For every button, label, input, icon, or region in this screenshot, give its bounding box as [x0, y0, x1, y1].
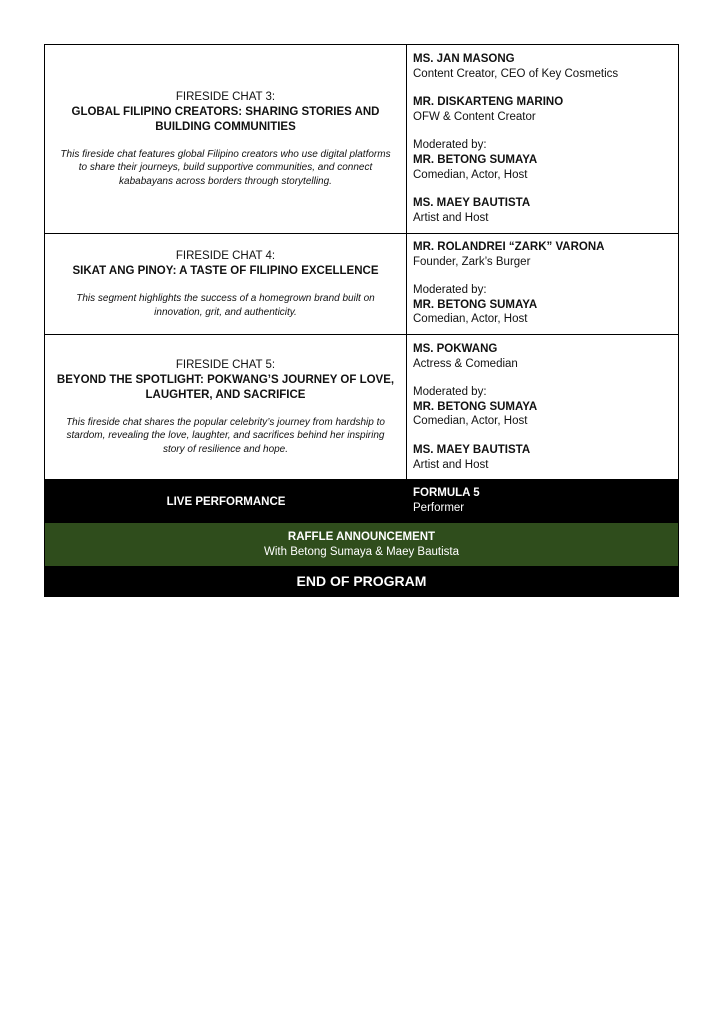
moderator-name: MR. BETONG SUMAYA	[413, 298, 538, 311]
segment-description: This fireside chat shares the popular celebrity’s journey from hardship to stardom, revealing the love, laughter, and sacrifices behind her inspiring story of resilience and hope.	[66, 416, 385, 455]
segment-row-fireside-chat-5	[45, 335, 678, 480]
performer-name: FORMULA 5	[413, 487, 480, 499]
speaker-role: OFW & Content Creator	[413, 110, 536, 123]
end-of-program-row	[45, 566, 678, 596]
moderator-entry	[413, 443, 672, 472]
moderator-name: MR. BETONG SUMAYA	[413, 400, 538, 413]
speakers-cell	[407, 234, 678, 334]
speakers-cell	[407, 335, 678, 479]
speaker-entry	[413, 95, 672, 124]
speaker-role: Founder, Zark’s Burger	[413, 255, 531, 268]
program-table	[44, 44, 679, 597]
segment-row-fireside-chat-3	[45, 45, 678, 234]
live-performance-row	[45, 480, 678, 523]
segment-description: This segment highlights the success of a homegrown brand built on innovation, grit, and authenticity.	[76, 293, 375, 318]
moderator-name: MR. BETONG SUMAYA	[413, 153, 538, 166]
live-performance-title: LIVE PERFORMANCE	[166, 495, 286, 508]
moderated-by-label: Moderated by:	[413, 386, 487, 399]
moderator-entry	[413, 138, 672, 182]
moderator-entry	[413, 196, 672, 225]
segment-title: SIKAT ANG PINOY: A TASTE OF FILIPINO EXCELLENCE	[72, 265, 379, 277]
segment-info-cell	[45, 234, 407, 334]
segment-description: This fireside chat features global Filipino creators who use digital platforms to share their journeys, build supportive communities, and connect kababayans across borders through storytelling.	[60, 148, 391, 187]
live-performance-title-cell	[45, 480, 407, 523]
speaker-name: MS. JAN MASONG	[413, 53, 515, 65]
speaker-entry	[413, 342, 672, 371]
raffle-title: RAFFLE ANNOUNCEMENT	[287, 530, 436, 543]
moderator-role: Comedian, Actor, Host	[413, 168, 528, 181]
moderator-role: Artist and Host	[413, 211, 489, 224]
moderated-by-label: Moderated by:	[413, 139, 487, 152]
moderated-by-label: Moderated by:	[413, 284, 487, 297]
segment-label: FIRESIDE CHAT 4:	[175, 250, 276, 262]
performer-cell	[407, 480, 678, 523]
segment-info-cell	[45, 335, 407, 479]
speaker-entry	[413, 240, 672, 269]
performer-role: Performer	[413, 501, 465, 514]
moderator-name: MS. MAEY BAUTISTA	[413, 197, 531, 210]
speakers-cell	[407, 45, 678, 233]
moderator-role: Comedian, Actor, Host	[413, 313, 528, 326]
raffle-announcement-row	[45, 523, 678, 566]
moderator-entry	[413, 283, 672, 327]
segment-label: FIRESIDE CHAT 5:	[175, 358, 276, 371]
segment-info-cell	[45, 45, 407, 233]
moderator-entry	[413, 385, 672, 429]
moderator-name: MS. MAEY BAUTISTA	[413, 443, 531, 456]
segment-title: GLOBAL FILIPINO CREATORS: SHARING STORIES AND BUILDING COMMUNITIES	[71, 105, 380, 133]
moderator-role: Artist and Host	[413, 458, 489, 471]
segment-title: BEYOND THE SPOTLIGHT: POKWANG’S JOURNEY OF LOVE, LAUGHTER, AND SACRIFICE	[56, 373, 395, 401]
end-of-program-title: END OF PROGRAM	[296, 573, 427, 589]
speaker-entry	[413, 52, 672, 81]
moderator-role: Comedian, Actor, Host	[413, 415, 528, 428]
segment-label: FIRESIDE CHAT 3:	[175, 90, 276, 103]
raffle-subtitle: With Betong Sumaya & Maey Bautista	[264, 545, 459, 558]
speaker-name: MR. ROLANDREI “ZARK” VARONA	[413, 241, 605, 253]
segment-row-fireside-chat-4	[45, 234, 678, 335]
speaker-role: Actress & Comedian	[413, 357, 518, 370]
speaker-role: Content Creator, CEO of Key Cosmetics	[413, 67, 619, 80]
speaker-name: MS. POKWANG	[413, 343, 498, 355]
speaker-name: MR. DISKARTENG MARINO	[413, 96, 564, 109]
